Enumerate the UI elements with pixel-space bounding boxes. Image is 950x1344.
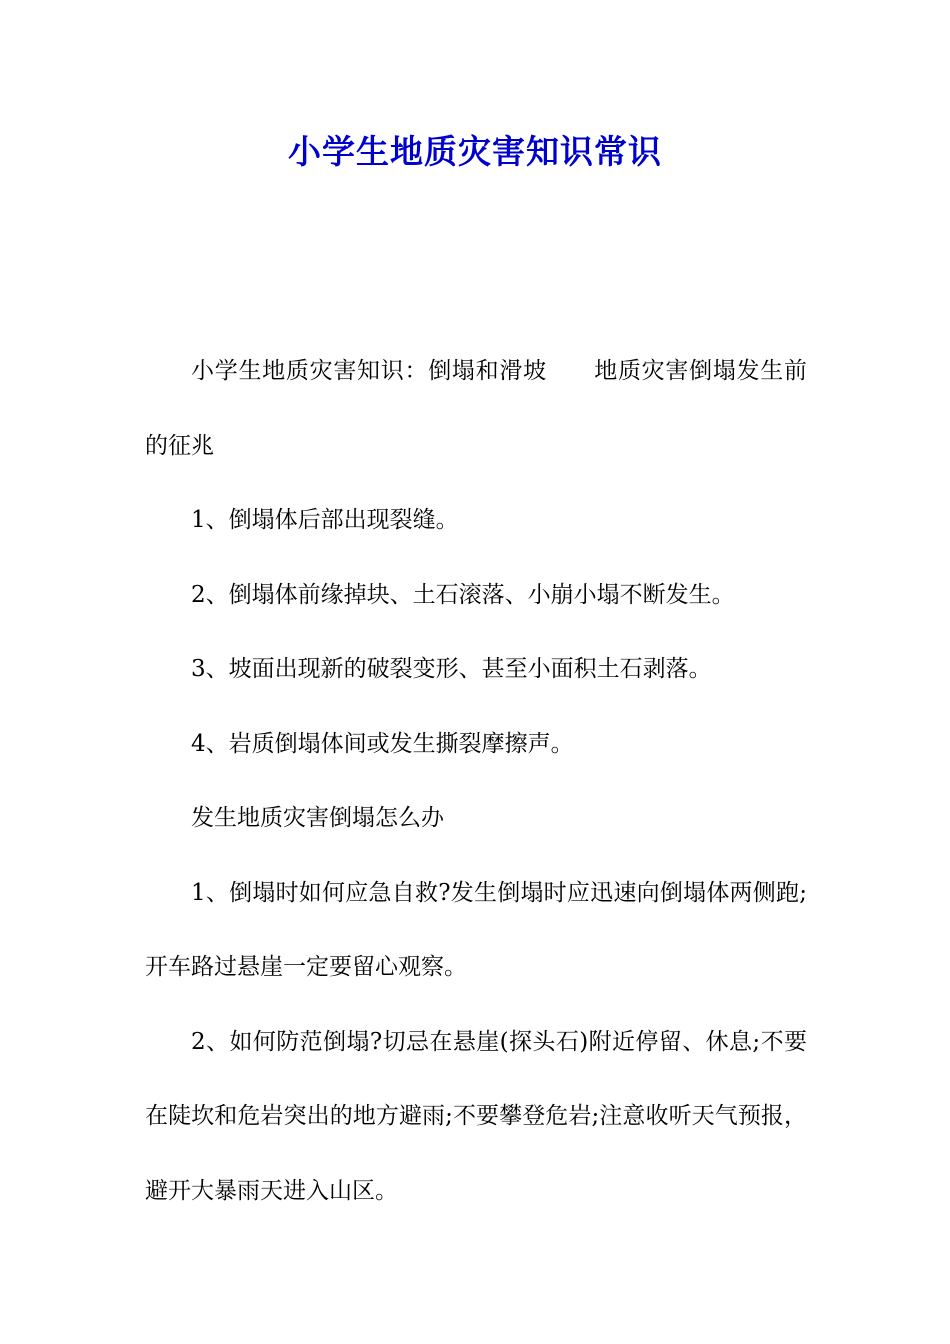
paragraph-sign-4: 4、岩质倒塌体间或发生撕裂摩擦声。 bbox=[191, 730, 574, 757]
paragraph-sign-2: 2、倒塌体前缘掉块、土石滚落、小崩小塌不断发生。 bbox=[191, 581, 735, 608]
document-title: 小学生地质灾害知识常识 bbox=[288, 132, 662, 171]
paragraph-sign-3: 3、坡面出现新的破裂变形、甚至小面积土石剥落。 bbox=[191, 656, 712, 682]
paragraph-sign-1: 1、倒塌体后部出现裂缝。 bbox=[191, 507, 459, 533]
paragraph-action-1: 1、倒塌时如何应急自救?发生倒塌时应迅速向倒塌体两侧跑;开车路过悬崖一定要留心观察。 bbox=[145, 879, 807, 980]
document-body bbox=[145, 334, 807, 1228]
paragraph-action-2: 2、如何防范倒塌?切忌在悬崖(探头石)附近停留、休息;不要在陡坎和危岩突出的地方避雨;不要攀登危岩;注意收听天气预报，避开大暴雨天进入山区。 bbox=[145, 1028, 807, 1204]
paragraph-heading-what-to-do: 发生地质灾害倒塌怎么办 bbox=[191, 805, 444, 831]
paragraph-intro: 小学生地质灾害知识：倒塌和滑坡 地质灾害倒塌发生前的征兆 bbox=[145, 358, 807, 459]
